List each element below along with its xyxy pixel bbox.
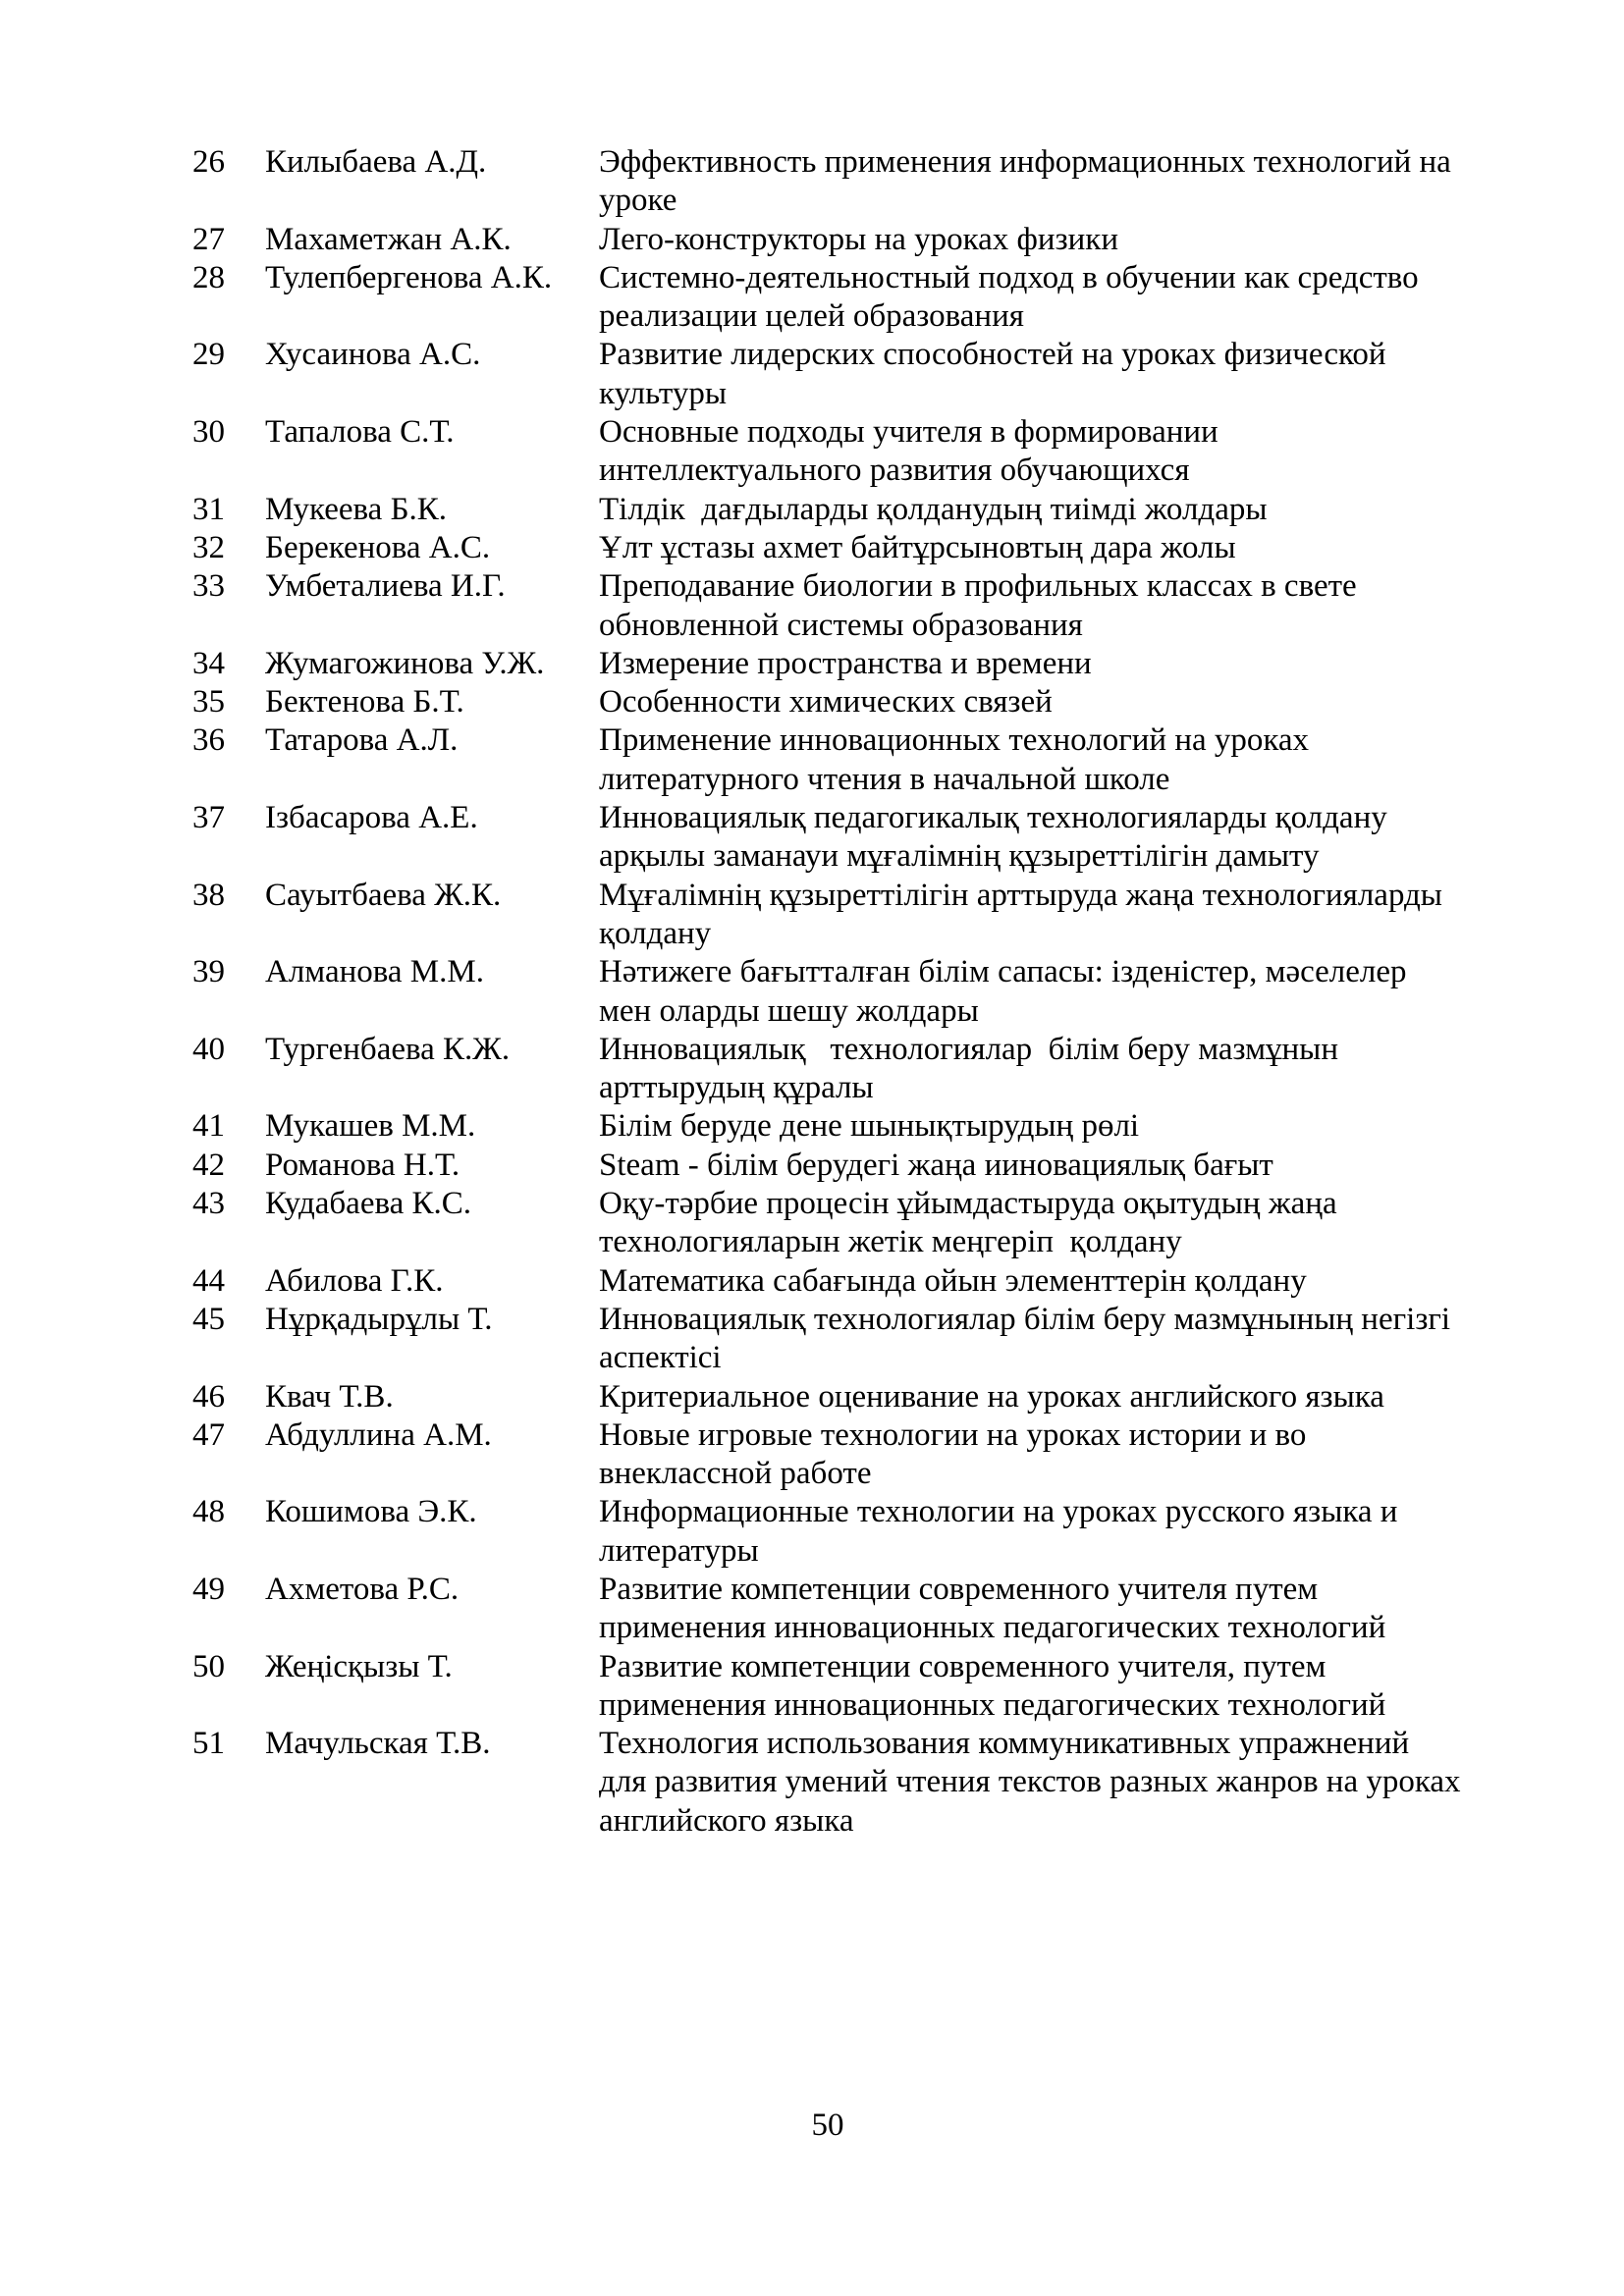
page-number: 50 xyxy=(811,2108,844,2143)
author-name: Абилова Г.К. xyxy=(265,1262,444,1299)
author-name: Умбеталиева И.Г. xyxy=(265,568,506,605)
program-list xyxy=(192,143,1469,1841)
author-name: Кудабаева К.С. xyxy=(265,1186,472,1222)
row-number: 34 xyxy=(192,645,225,681)
author-name: Килыбаева А.Д. xyxy=(265,144,487,180)
table-row xyxy=(192,1185,1463,1262)
author-name: Бектенова Б.Т. xyxy=(265,684,464,721)
author-name: Мукеева Б.К. xyxy=(265,491,448,527)
work-title: Лего-конструкторы на уроках физики xyxy=(599,221,1118,257)
work-title: Нәтижеге бағытталған білім сапасы: ізденістер, мәселелер мен оларды шешу жолдары xyxy=(599,954,1415,1029)
table-row xyxy=(192,529,1463,567)
table-row xyxy=(192,1031,1463,1108)
work-title: Развитие компетенции современного учителя путем применения инновационных педагогических технологий xyxy=(599,1571,1386,1646)
row-number: 28 xyxy=(192,259,225,295)
row-number: 42 xyxy=(192,1147,225,1183)
work-title: Инновациялық технологиялар білім беру мазмұнының негізгі аспектісі xyxy=(599,1301,1459,1376)
author-name: Жумагожинова У.Ж. xyxy=(265,645,545,681)
work-title: Применение инновационных технологий на уроках литературного чтения в начальной школе xyxy=(599,722,1318,797)
table-row xyxy=(192,1378,1463,1416)
table-row xyxy=(192,683,1463,721)
row-number: 39 xyxy=(192,954,225,990)
row-number: 27 xyxy=(192,221,225,257)
work-title: Измерение пространства и времени xyxy=(599,645,1092,681)
author-name: Мукашев М.М. xyxy=(265,1108,476,1145)
author-name: Квач Т.В. xyxy=(265,1378,394,1415)
table-row xyxy=(192,1493,1463,1571)
row-number: 50 xyxy=(192,1648,225,1684)
table-row xyxy=(192,1725,1469,1841)
author-name: Тулепбергенова А.К. xyxy=(265,259,553,295)
table-row xyxy=(192,1107,1463,1146)
work-title: Особенности химических связей xyxy=(599,684,1053,721)
row-number: 44 xyxy=(192,1262,225,1299)
work-title: Основные подходы учителя в формировании интеллектуального развития обучающихся xyxy=(599,414,1226,489)
row-number: 41 xyxy=(192,1108,225,1145)
work-title: Мұғалімнің құзыреттілігін арттыруда жаңа технологияларды қолдану xyxy=(599,877,1451,951)
table-row xyxy=(192,1301,1463,1378)
author-name: Хусаинова А.С. xyxy=(265,337,481,373)
row-number: 40 xyxy=(192,1031,225,1067)
row-number: 32 xyxy=(192,529,225,565)
work-title: Преподавание биологии в профильных классах в свете обновленной системы образования xyxy=(599,568,1365,643)
row-number: 33 xyxy=(192,568,225,605)
author-name: Махаметжан А.К. xyxy=(265,221,512,257)
table-row xyxy=(192,336,1463,413)
table-row xyxy=(192,491,1463,529)
table-row xyxy=(192,645,1463,683)
table-row xyxy=(192,259,1463,337)
row-number: 26 xyxy=(192,144,225,180)
table-row xyxy=(192,1262,1463,1301)
row-number: 43 xyxy=(192,1186,225,1222)
author-name: Ахметова Р.С. xyxy=(265,1571,460,1607)
work-title: Новые игровые технологии на уроках истории и во внеклассной работе xyxy=(599,1416,1315,1492)
table-row xyxy=(192,567,1463,645)
work-title: Ұлт ұстазы ахмет байтұрсыновтың дара жолы xyxy=(599,529,1236,565)
author-name: Романова Н.Т. xyxy=(265,1147,460,1183)
work-title: Білім беруде дене шынықтырудың рөлі xyxy=(599,1108,1140,1145)
author-name: Татарова А.Л. xyxy=(265,722,459,759)
author-name: Берекенова А.С. xyxy=(265,529,491,565)
row-number: 29 xyxy=(192,337,225,373)
work-title: Steam - білім берудегі жаңа ииновациялық бағыт xyxy=(599,1147,1273,1183)
row-number: 45 xyxy=(192,1301,225,1337)
row-number: 38 xyxy=(192,877,225,913)
table-row xyxy=(192,221,1463,259)
table-row xyxy=(192,1571,1463,1648)
work-title: Математика сабағында ойын элементтерін қолдану xyxy=(599,1262,1307,1299)
row-number: 51 xyxy=(192,1726,225,1762)
work-title: Развитие лидерских способностей на уроках физической культуры xyxy=(599,337,1394,411)
table-row xyxy=(192,721,1463,799)
table-row xyxy=(192,413,1463,491)
table-row xyxy=(192,143,1463,221)
row-number: 36 xyxy=(192,722,225,759)
author-name: Кошимова Э.К. xyxy=(265,1494,477,1530)
work-title: Технология использования коммуникативных упражнений для развития умений чтения текстов разных жанров на уроках английского языка xyxy=(599,1726,1469,1839)
author-name: Тапалова С.Т. xyxy=(265,414,455,451)
work-title: Тілдік дағдыларды қолданудың тиімді жолдары xyxy=(599,491,1268,527)
row-number: 30 xyxy=(192,414,225,451)
author-name: Алманова М.М. xyxy=(265,954,484,990)
work-title: Системно-деятельностный подход в обучении как средство реализации целей образования xyxy=(599,259,1427,335)
author-name: Сауытбаева Ж.К. xyxy=(265,877,502,913)
author-name: Нұрқадырұлы Т. xyxy=(265,1301,493,1337)
author-name: Тургенбаева К.Ж. xyxy=(265,1031,511,1067)
work-title: Инновациялық технологиялар білім беру мазмұнын арттырудың құралы xyxy=(599,1031,1347,1106)
row-number: 37 xyxy=(192,800,225,836)
row-number: 35 xyxy=(192,684,225,721)
author-name: Жеңісқызы Т. xyxy=(265,1648,453,1684)
table-row xyxy=(192,877,1463,954)
table-row xyxy=(192,799,1463,877)
work-title: Инновациялық педагогикалық технологияларды қолдану арқылы заманауи мұғалімнің құзыреттілігін дамыту xyxy=(599,800,1395,875)
row-number: 48 xyxy=(192,1494,225,1530)
work-title: Развитие компетенции современного учителя, путем применения инновационных педагогических технологий xyxy=(599,1648,1386,1723)
work-title: Критериальное оценивание на уроках английского языка xyxy=(599,1378,1384,1415)
table-row xyxy=(192,953,1463,1031)
work-title: Оқу-тәрбие процесін ұйымдастыруда оқытудың жаңа технологияларын жетік меңгеріп қолдану xyxy=(599,1186,1345,1260)
row-number: 31 xyxy=(192,491,225,527)
table-row xyxy=(192,1648,1463,1726)
row-number: 47 xyxy=(192,1416,225,1453)
table-row xyxy=(192,1147,1463,1185)
work-title: Информационные технологии на уроках русского языка и литературы xyxy=(599,1494,1406,1569)
work-title: Эффективность применения информационных технологий на уроке xyxy=(599,144,1460,219)
author-name: Абдуллина А.М. xyxy=(265,1416,492,1453)
author-name: Мачульская Т.В. xyxy=(265,1726,491,1762)
author-name: Ізбасарова А.Е. xyxy=(265,800,478,836)
row-number: 49 xyxy=(192,1571,225,1607)
row-number: 46 xyxy=(192,1378,225,1415)
table-row xyxy=(192,1416,1463,1494)
